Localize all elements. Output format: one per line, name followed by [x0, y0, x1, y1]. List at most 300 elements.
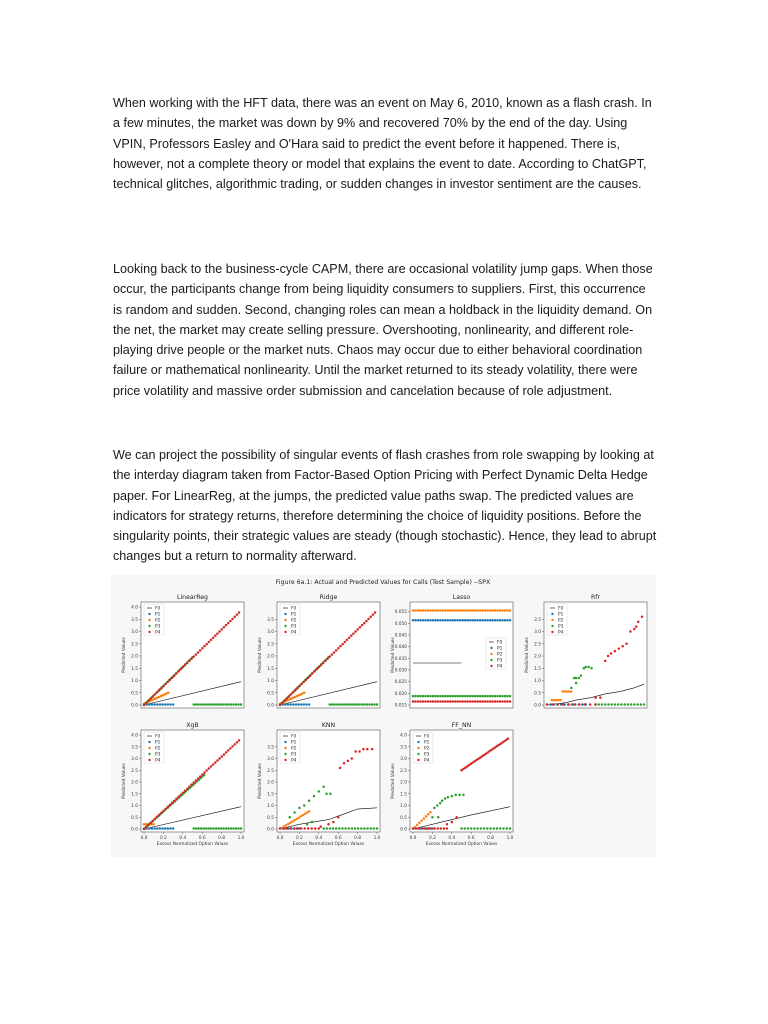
- series-p4-point: [289, 827, 292, 830]
- series-p3-point: [484, 695, 487, 698]
- x-axis-label: Excess Normalized Option Values: [425, 842, 498, 847]
- series-p4-point: [618, 647, 621, 650]
- series-p4-point: [449, 700, 452, 703]
- series-p4-point: [335, 649, 338, 652]
- legend-box: [280, 732, 300, 763]
- legend-swatch: [551, 619, 553, 621]
- series-p4-point: [227, 622, 230, 625]
- series-p3-point: [202, 827, 205, 830]
- series-p4-point: [154, 693, 157, 696]
- series-p4-point: [422, 700, 425, 703]
- series-p4-point: [229, 620, 232, 623]
- x-tick-label: 0.6: [467, 836, 475, 841]
- series-p4-point: [203, 771, 206, 774]
- series-p3-point: [366, 703, 369, 706]
- series-p4-point: [195, 779, 198, 782]
- legend-box: [486, 638, 506, 669]
- series-p2-point: [303, 692, 306, 695]
- series-p3-point: [464, 695, 467, 698]
- series-p3-point: [306, 823, 309, 826]
- series-p3-point: [298, 807, 301, 810]
- series-p2-point: [425, 815, 428, 818]
- series-p4-point: [604, 660, 607, 663]
- series-p1-point: [484, 619, 487, 622]
- series-p4-point: [182, 666, 185, 669]
- y-tick-label: 1.5: [267, 792, 274, 798]
- series-p4-point: [236, 741, 239, 744]
- series-p3-point: [590, 667, 593, 670]
- series-p3-point: [200, 703, 203, 706]
- series-p1-point: [156, 827, 159, 830]
- series-p2-point: [412, 609, 415, 612]
- series-p1-point: [151, 703, 154, 706]
- legend-swatch: [490, 653, 492, 655]
- series-p4-point: [347, 760, 350, 763]
- panel-title: Rfr: [590, 594, 601, 601]
- legend-label: P4: [497, 664, 503, 670]
- series-p4-point: [479, 700, 482, 703]
- series-p2-point: [423, 817, 426, 820]
- x-tick-label: 0.6: [334, 836, 342, 841]
- series-p3-point: [447, 695, 450, 698]
- series-p3-point: [496, 827, 499, 830]
- series-p3-point: [444, 695, 447, 698]
- y-tick-label: 0.5: [534, 691, 541, 697]
- y-tick-label: 1.5: [534, 666, 541, 672]
- series-p3-point: [217, 703, 220, 706]
- series-p3-point: [195, 703, 198, 706]
- series-p2-point: [427, 609, 430, 612]
- series-p4-point: [182, 791, 185, 794]
- series-p1-point: [499, 619, 502, 622]
- legend-swatch: [490, 647, 492, 649]
- series-p2-point: [506, 609, 509, 612]
- series-p2-point: [553, 699, 556, 702]
- x-tick-label: 0.2: [428, 836, 436, 841]
- series-p4-point: [177, 670, 180, 673]
- series-p2-point: [551, 699, 554, 702]
- series-p1-point: [459, 619, 462, 622]
- series-p1-point: [153, 703, 156, 706]
- series-p4-point: [633, 628, 636, 631]
- y-tick-label: 4.0: [131, 733, 138, 739]
- series-p4-point: [197, 777, 200, 780]
- series-p4-point: [331, 653, 334, 656]
- series-p1-point: [297, 703, 300, 706]
- series-p3-point: [336, 703, 339, 706]
- series-p3-point: [308, 800, 311, 803]
- series-p1-point: [424, 619, 427, 622]
- series-p4-point: [162, 810, 165, 813]
- series-p2-point: [452, 609, 455, 612]
- series-p4-point: [509, 700, 512, 703]
- series-p3-point: [363, 703, 366, 706]
- series-p4-point: [455, 816, 458, 819]
- legend-swatch: [284, 753, 286, 755]
- series-p1-point: [454, 619, 457, 622]
- series-p4-point: [314, 827, 317, 830]
- series-p4-point: [429, 700, 432, 703]
- y-tick-label: 2.0: [400, 780, 407, 786]
- series-p4-point: [551, 703, 554, 706]
- series-p4-point: [637, 620, 640, 623]
- series-p4-point: [309, 674, 312, 677]
- y-tick-label: 2.0: [131, 654, 138, 660]
- figure-title: Figure 6a.1: Actual and Predicted Values for Calls (Test Sample) --SPX: [275, 579, 491, 586]
- series-p2-point: [555, 699, 558, 702]
- series-p3-point: [192, 827, 195, 830]
- legend-label: P3: [558, 624, 564, 630]
- paragraph-projection: We can project the possibility of singular events of flash crashes from role swapping by looking at the interday diagram taken from Factor-Based Option Pricing with Perfect Dynamic Delta Hedge paper. For LinearReg, at the jumps, the predicted value paths swap. The predicted values are indicators for strategy returns, therefore determining the choice of liquidity positions. Before the singularity points, their strategic values are steady (though stochastic). Hence, they lead to abrupt changes but a return to normality afterward.: [113, 448, 657, 564]
- series-p3-point: [627, 703, 630, 706]
- legend-label: P4: [155, 630, 161, 636]
- series-p1-point: [506, 619, 509, 622]
- series-p4-point: [298, 685, 301, 688]
- series-p4-point: [300, 827, 303, 830]
- series-p4-point: [160, 687, 163, 690]
- y-axis-label: Predicted Values: [391, 637, 396, 673]
- legend-swatch: [417, 747, 419, 749]
- series-p2-point: [287, 823, 290, 826]
- series-p3-point: [344, 827, 347, 830]
- series-p3-point: [369, 827, 372, 830]
- legend-swatch: [284, 613, 286, 615]
- x-tick-label: 1.0: [373, 836, 381, 841]
- y-tick-label: 0.0: [131, 703, 138, 709]
- series-p3-point: [476, 695, 479, 698]
- series-p4-point: [225, 751, 228, 754]
- series-p2-point: [429, 609, 432, 612]
- series-p3-point: [620, 703, 623, 706]
- y-tick-label: 3.0: [267, 757, 274, 762]
- series-p4-point: [451, 821, 454, 824]
- series-p3-point: [501, 695, 504, 698]
- series-p2-point: [496, 609, 499, 612]
- series-p4-point: [461, 700, 464, 703]
- series-p3-point: [437, 695, 440, 698]
- legend-label: P1: [558, 612, 564, 618]
- series-p4-point: [231, 745, 234, 748]
- series-p3-point: [326, 827, 329, 830]
- legend-label: F0: [497, 640, 503, 646]
- series-p3-point: [454, 794, 457, 797]
- series-p3-point: [502, 827, 505, 830]
- series-p2-point: [302, 814, 305, 817]
- series-p1-point: [159, 827, 162, 830]
- y-tick-label: 2.5: [534, 642, 541, 648]
- series-p3-point: [220, 703, 223, 706]
- series-p4-point: [192, 655, 195, 658]
- legend-label: P4: [291, 630, 297, 636]
- series-p3-point: [479, 695, 482, 698]
- series-p3-point: [351, 827, 354, 830]
- series-p4-point: [562, 703, 565, 706]
- series-p4-point: [434, 700, 437, 703]
- series-p1-point: [308, 703, 311, 706]
- series-p4-point: [231, 618, 234, 621]
- series-p4-point: [417, 700, 420, 703]
- y-tick-label: 1.0: [131, 679, 138, 684]
- y-tick-label: 1.0: [534, 679, 541, 684]
- series-p3-point: [643, 703, 646, 706]
- y-tick-label: 3.5: [400, 745, 407, 751]
- y-tick-label: 2.5: [131, 768, 138, 774]
- series-p4-point: [162, 685, 165, 688]
- series-p4-point: [424, 827, 427, 830]
- series-p4-point: [227, 749, 230, 752]
- series-p3-point: [346, 703, 349, 706]
- legend-swatch: [284, 759, 286, 761]
- series-p3-point: [353, 703, 356, 706]
- series-p4-point: [446, 827, 449, 830]
- series-p4-point: [294, 689, 297, 692]
- series-p1-point: [469, 619, 472, 622]
- legend-box: [413, 732, 433, 763]
- series-p3-point: [366, 827, 369, 830]
- series-p3-point: [412, 695, 415, 698]
- series-p4-point: [610, 652, 613, 655]
- panel-title: LinearReg: [177, 594, 208, 601]
- series-p4-point: [324, 660, 327, 663]
- series-p2-point: [566, 690, 569, 693]
- series-p4-point: [506, 700, 509, 703]
- series-p3-point: [215, 703, 218, 706]
- series-p4-point: [186, 787, 189, 790]
- legend-swatch: [284, 625, 286, 627]
- series-p4-point: [190, 658, 193, 661]
- series-p3-point: [210, 827, 213, 830]
- series-p1-point: [491, 619, 494, 622]
- x-axis-label: Excess Normalized Option Values: [156, 842, 229, 847]
- series-p4-point: [432, 700, 435, 703]
- y-tick-label: 1.5: [131, 792, 138, 798]
- series-p2-point: [424, 609, 427, 612]
- series-p1-point: [442, 619, 445, 622]
- series-p2-point: [429, 811, 432, 814]
- series-p1-point: [169, 827, 172, 830]
- series-p4-point: [412, 827, 415, 830]
- series-p3-point: [343, 703, 346, 706]
- y-tick-label: 1.0: [131, 804, 138, 809]
- series-p1-point: [284, 703, 287, 706]
- y-tick-label: 0.030: [394, 668, 407, 674]
- series-p4-point: [236, 613, 239, 616]
- series-p2-point: [167, 692, 170, 695]
- series-p3-point: [207, 827, 210, 830]
- series-p3-point: [288, 816, 291, 819]
- series-p4-point: [357, 628, 360, 631]
- series-p3-point: [237, 703, 240, 706]
- series-p4-point: [173, 674, 176, 677]
- series-p3-point: [357, 827, 360, 830]
- series-p2-point: [561, 690, 564, 693]
- series-p3-point: [499, 695, 502, 698]
- series-p4-point: [186, 662, 189, 665]
- series-p1-point: [427, 619, 430, 622]
- series-p4-point: [188, 785, 191, 788]
- series-p4-point: [279, 827, 282, 830]
- series-p1-point: [159, 703, 162, 706]
- series-p4-point: [282, 827, 285, 830]
- series-p1-point: [489, 619, 492, 622]
- series-p2-point: [432, 609, 435, 612]
- series-p1-point: [172, 827, 175, 830]
- series-p4-point: [494, 700, 497, 703]
- series-p4-point: [223, 753, 226, 756]
- series-p2-point: [479, 609, 482, 612]
- series-p3-point: [452, 695, 455, 698]
- series-p3-point: [610, 703, 613, 706]
- series-p3-point: [332, 827, 335, 830]
- legend-label: P1: [155, 612, 161, 618]
- series-p3-point: [434, 695, 437, 698]
- y-tick-label: 0.015: [394, 703, 407, 709]
- y-axis-label: Predicted Values: [122, 637, 127, 673]
- y-tick-label: 3.5: [534, 617, 541, 623]
- series-p3-point: [607, 703, 610, 706]
- series-p3-point: [240, 703, 243, 706]
- series-p4-point: [192, 781, 195, 784]
- series-p3-point: [466, 695, 469, 698]
- y-axis-label: Predicted Values: [391, 763, 396, 799]
- series-p4-point: [437, 700, 440, 703]
- x-tick-label: 0.8: [354, 836, 362, 841]
- y-tick-label: 0.0: [534, 703, 541, 709]
- series-p3-point: [368, 703, 371, 706]
- series-p4-point: [469, 700, 472, 703]
- series-p3-point: [210, 703, 213, 706]
- series-p4-point: [313, 670, 316, 673]
- series-p2-point: [295, 818, 298, 821]
- series-p2-point: [285, 824, 288, 827]
- series-p3-point: [361, 703, 364, 706]
- series-p1-point: [292, 703, 295, 706]
- series-p4-point: [290, 693, 293, 696]
- series-p4-point: [614, 650, 617, 653]
- series-p4-point: [179, 793, 182, 796]
- legend-swatch: [284, 747, 286, 749]
- series-p1-point: [419, 619, 422, 622]
- series-p1-point: [417, 619, 420, 622]
- y-tick-label: 2.5: [131, 642, 138, 648]
- series-p2-point: [439, 609, 442, 612]
- series-p4-point: [190, 783, 193, 786]
- legend-label: P3: [291, 624, 297, 630]
- series-p4-point: [156, 816, 159, 819]
- series-p3-point: [197, 703, 200, 706]
- series-p2-point: [306, 811, 309, 814]
- y-tick-label: 1.5: [400, 792, 407, 798]
- series-p3-point: [348, 827, 351, 830]
- series-p4-point: [149, 697, 152, 700]
- series-p4-point: [337, 816, 340, 819]
- series-p3-point: [630, 703, 633, 706]
- series-p1-point: [504, 619, 507, 622]
- series-p3-point: [451, 795, 454, 798]
- series-p3-point: [230, 703, 233, 706]
- legend-label: P3: [291, 752, 297, 758]
- legend-swatch: [148, 625, 150, 627]
- series-p2-point: [454, 609, 457, 612]
- y-tick-label: 3.0: [131, 757, 138, 762]
- x-tick-label: 0.8: [218, 836, 226, 841]
- series-p3-point: [509, 695, 512, 698]
- series-p3-point: [575, 682, 578, 685]
- series-p4-point: [212, 763, 215, 766]
- series-p4-point: [147, 824, 150, 827]
- series-p4-point: [443, 827, 446, 830]
- series-p2-point: [434, 609, 437, 612]
- series-p3-point: [419, 695, 422, 698]
- series-p4-point: [151, 695, 154, 698]
- series-p4-point: [337, 647, 340, 650]
- series-p3-point: [311, 821, 314, 824]
- series-p4-point: [311, 672, 314, 675]
- series-p3-point: [470, 827, 473, 830]
- series-p4-point: [362, 748, 365, 751]
- series-p4-point: [489, 700, 492, 703]
- series-p4-point: [332, 821, 335, 824]
- series-p4-point: [589, 703, 592, 706]
- series-p3-point: [633, 703, 636, 706]
- series-p1-point: [581, 703, 584, 706]
- series-p4-point: [557, 703, 560, 706]
- series-p4-point: [201, 647, 204, 650]
- y-tick-label: 1.5: [267, 666, 274, 672]
- series-p3-point: [469, 695, 472, 698]
- series-p4-point: [350, 634, 353, 637]
- series-p2-point: [293, 819, 296, 822]
- y-tick-label: 2.5: [267, 642, 274, 648]
- legend-label: P1: [291, 740, 297, 746]
- series-p4-point: [348, 637, 351, 640]
- legend-swatch: [148, 613, 150, 615]
- series-p1-point: [501, 619, 504, 622]
- series-p1-point: [444, 619, 447, 622]
- series-p3-point: [341, 827, 344, 830]
- series-p3-point: [447, 796, 450, 799]
- series-p3-point: [335, 827, 338, 830]
- series-p4-point: [201, 773, 204, 776]
- series-p4-point: [594, 703, 597, 706]
- series-p4-point: [367, 618, 370, 621]
- y-tick-label: 3.0: [534, 630, 541, 635]
- series-p1-point: [439, 619, 442, 622]
- series-p4-point: [583, 703, 586, 706]
- series-p3-point: [222, 827, 225, 830]
- series-p3-point: [325, 793, 328, 796]
- series-p4-point: [427, 700, 430, 703]
- series-p2-point: [291, 820, 294, 823]
- series-p4-point: [476, 700, 479, 703]
- series-p2-point: [499, 609, 502, 612]
- series-p3-point: [215, 827, 218, 830]
- legend-swatch: [148, 619, 150, 621]
- legend-swatch: [417, 741, 419, 743]
- series-p1-point: [164, 703, 167, 706]
- series-p4-point: [442, 700, 445, 703]
- series-p3-point: [235, 827, 238, 830]
- series-p3-point: [494, 695, 497, 698]
- legend-swatch: [417, 759, 419, 761]
- series-p3-point: [483, 827, 486, 830]
- series-p3-point: [570, 687, 573, 690]
- series-p4-point: [145, 702, 148, 705]
- series-p3-point: [480, 827, 483, 830]
- series-p1-point: [161, 827, 164, 830]
- series-p3-point: [331, 703, 334, 706]
- series-p4-point: [371, 748, 374, 751]
